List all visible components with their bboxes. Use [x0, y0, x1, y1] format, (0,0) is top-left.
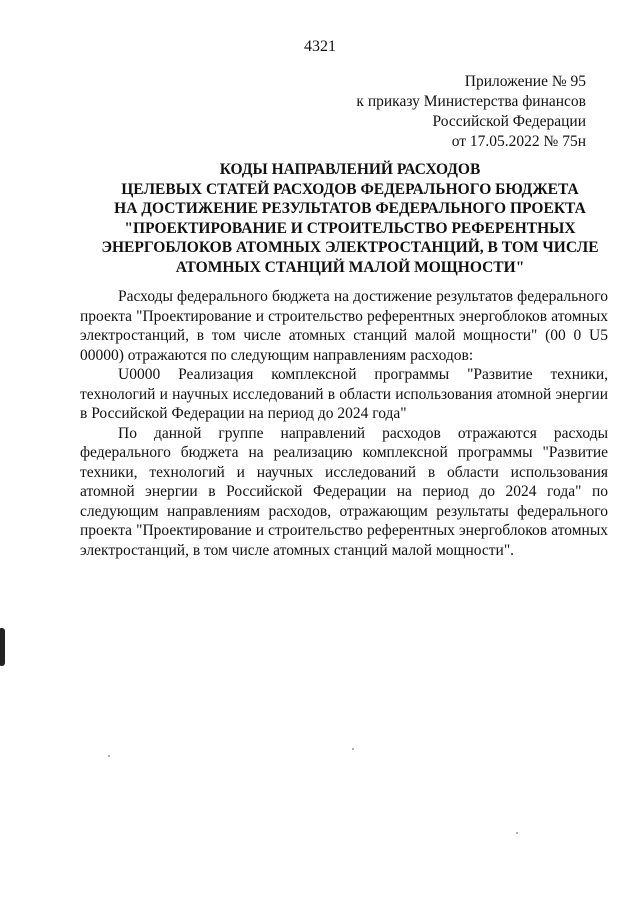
appendix-line: Российской Федерации [432, 113, 586, 130]
appendix-line: к приказу Министерства финансов [356, 93, 586, 110]
title-line: НА ДОСТИЖЕНИЕ РЕЗУЛЬТАТОВ ФЕДЕРАЛЬНОГО ПРОЕКТА [114, 200, 586, 217]
title-line: ЭНЕРГОБЛОКОВ АТОМНЫХ ЭЛЕКТРОСТАНЦИЙ, В ТОМ ЧИСЛЕ [101, 239, 599, 256]
appendix-block [356, 72, 586, 152]
title-line: ЦЕЛЕВЫХ СТАТЕЙ РАСХОДОВ ФЕДЕРАЛЬНОГО БЮДЖЕТА [121, 180, 579, 198]
scan-edge-mark [0, 628, 5, 666]
document-body [80, 287, 608, 560]
body-paragraph: По данной группе направлений расходов отражаются расходы федерального бюджета на реализацию комплексной программы "Развитие техники, технологий и научных исследований в области использования атомной энергии в Российской Федерации на период до 2024 года" по следующим направлениям расходов, отражающим результаты федерального проекта "Проектирование и строительство референтных энергоблоков атомных электростанций, в том числе атомных станций малой мощности". [80, 424, 608, 559]
appendix-line: от 17.05.2022 № 75н [451, 133, 586, 150]
scan-speck [352, 748, 354, 750]
document-title [60, 160, 640, 277]
appendix-line: Приложение № 95 [464, 73, 586, 90]
body-paragraph: U0000 Реализация комплексной программы "Развитие техники, технологий и научных исследований в области использования атомной энергии в Российской Федерации на период до 2024 года" [80, 366, 608, 422]
page-number: 4321 [304, 38, 336, 55]
title-line: "ПРОЕКТИРОВАНИЕ И СТРОИТЕЛЬСТВО РЕФЕРЕНТНЫХ [124, 219, 576, 237]
body-paragraph: Расходы федерального бюджета на достижение результатов федерального проекта "Проектирование и строительство референтных энергоблоков атомных электростанций, в том числе атомных станций малой мощности" (00 0 U5 00000) отражаются по следующим направлениям расходов: [80, 288, 608, 364]
title-line: АТОМНЫХ СТАНЦИЙ МАЛОЙ МОЩНОСТИ" [175, 258, 525, 276]
scan-speck [108, 755, 110, 757]
title-line: КОДЫ НАПРАВЛЕНИЙ РАСХОДОВ [219, 161, 481, 178]
scan-speck [516, 832, 518, 834]
